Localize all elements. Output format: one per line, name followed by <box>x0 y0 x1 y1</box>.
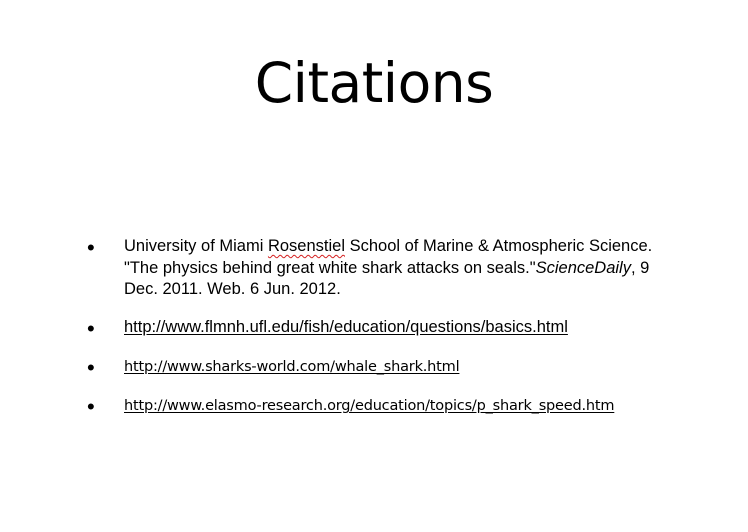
citation-1-part3: School of Marine & Atmospheric Science. "The physics behind great white shark attacks on seals." <box>124 237 653 277</box>
citation-1-source: ScienceDaily <box>535 258 631 277</box>
citation-1-spellcheck-word: Rosenstiel <box>267 237 345 255</box>
bullet-icon: • <box>87 316 95 341</box>
citation-link-elasmo[interactable]: http://www.elasmo-research.org/education/topics/p_shark_speed.htm <box>124 398 615 414</box>
citation-link-sharks-world[interactable]: http://www.sharks-world.com/whale_shark.html <box>124 359 460 375</box>
bullet-icon: • <box>87 394 95 419</box>
slide-title: Citations <box>254 51 494 115</box>
bullet-icon: • <box>87 235 95 260</box>
citation-1-part5: , 9 Dec. 2011. Web. 6 Jun. 2012. <box>124 258 650 298</box>
bullet-icon: • <box>87 355 95 380</box>
citation-1-part1: University of Miami <box>124 237 268 255</box>
citation-link-flmnh[interactable]: http://www.flmnh.ufl.edu/fish/education/questions/basics.html <box>124 318 568 336</box>
citation-text-1 <box>124 236 664 301</box>
